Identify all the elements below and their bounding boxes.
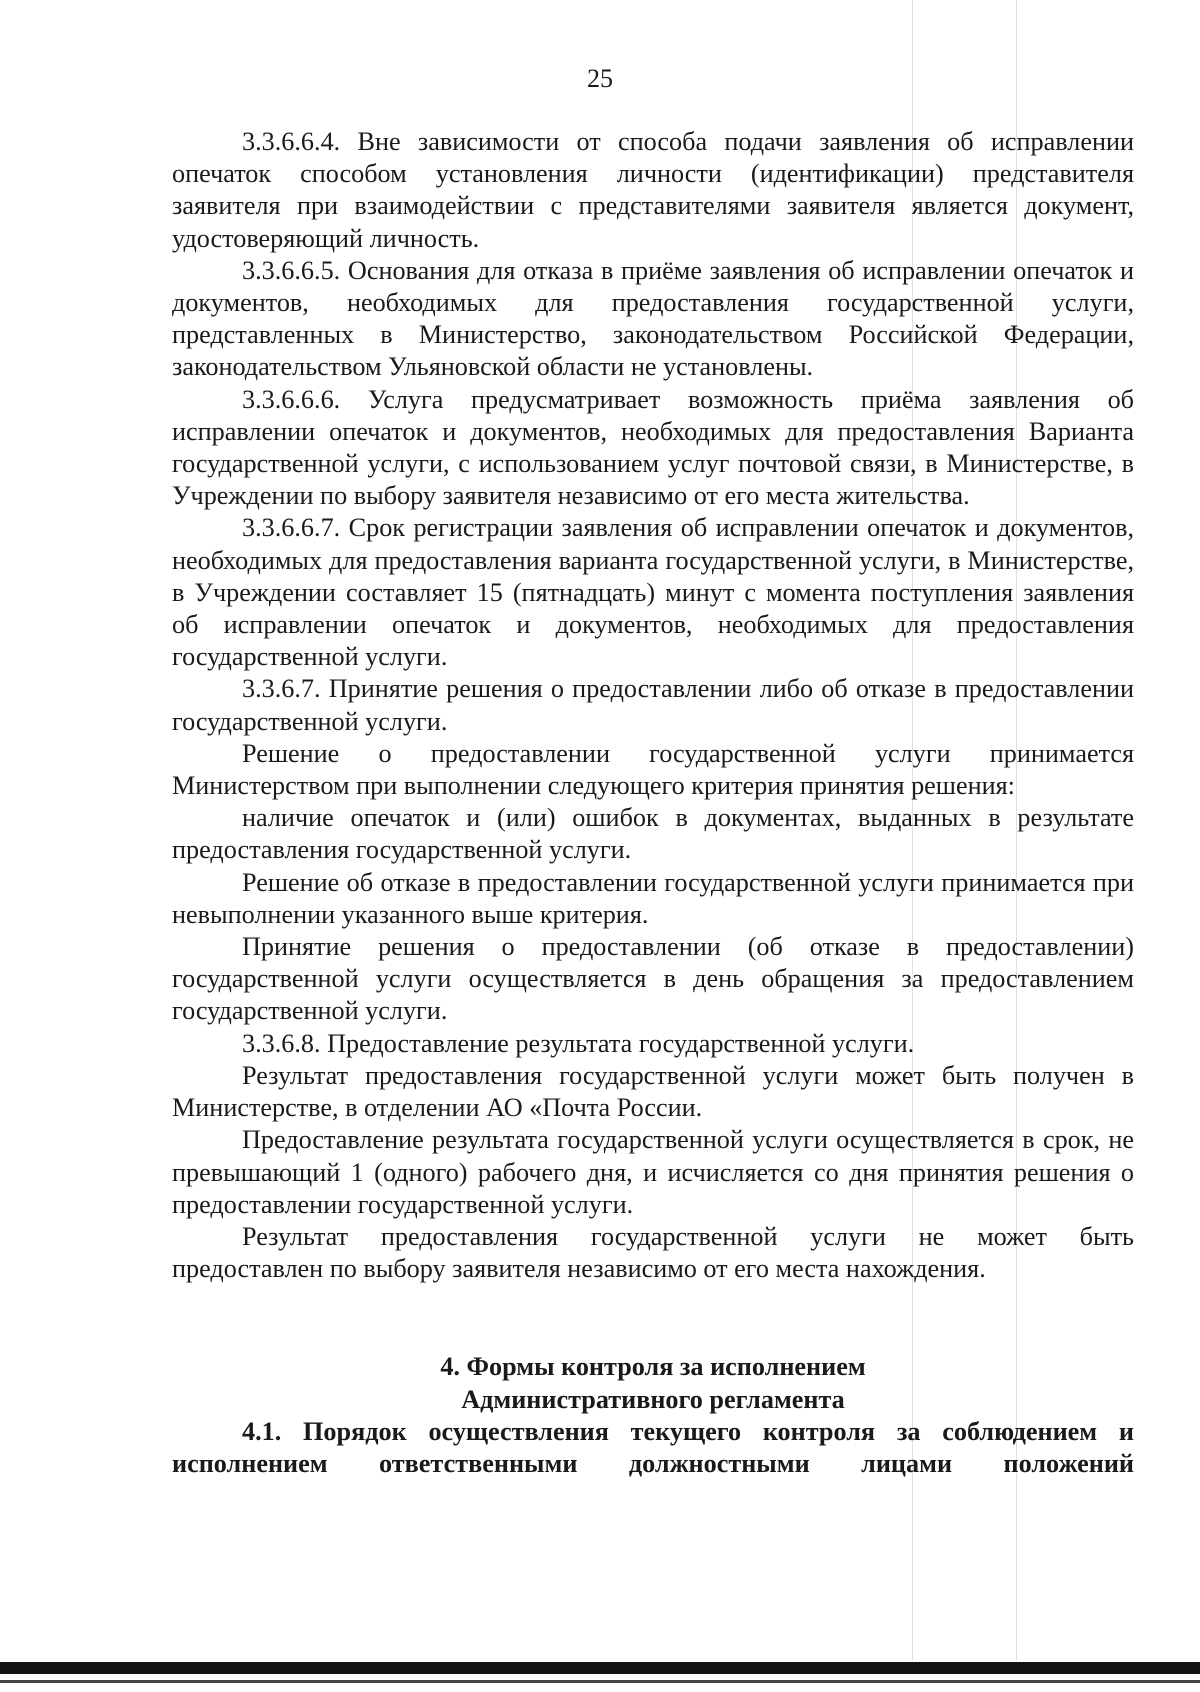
section-heading-line: Административного регламента — [461, 1384, 845, 1414]
paragraph: Решение о предоставлении государственной услуги принимается Министерством при выполнении следующего критерия принятия решения: — [172, 738, 1134, 801]
paragraph: 3.3.6.6.6. Услуга предусматривает возможность приёма заявления об исправлении опечаток и документов, необходимых для предоставления Варианта государственной услуги, с использованием услуг почтовой связи, в Министерстве, в Учреждении по выбору заявителя независимо от его места жительства. — [172, 384, 1134, 511]
scan-bottom-edge — [0, 1680, 1200, 1683]
paragraph: Результат предоставления государственной услуги может быть получен в Министерстве, в отделении АО «Почта России. — [172, 1060, 1134, 1123]
section-heading — [172, 1351, 1134, 1415]
page-number: 25 — [587, 64, 613, 93]
paragraph: Принятие решения о предоставлении (об отказе в предоставлении) государственной услуги осуществляется в день обращения за предоставлением государственной услуги. — [172, 932, 1134, 1026]
paragraph: 3.3.6.8. Предоставление результата государственной услуги. — [242, 1028, 915, 1058]
paragraph: Решение об отказе в предоставлении государственной услуги принимается при невыполнении указанного выше критерия. — [172, 867, 1134, 929]
section-heading-line: 4. Формы контроля за исполнением — [440, 1352, 866, 1382]
paragraph: 3.3.6.6.7. Срок регистрации заявления об исправлении опечаток и документов, необходимых для предоставления варианта государственной услуги, в Министерстве, в Учреждении составляет 15 (пятнадцать) минут с момента поступления заявления об исправлении опечаток и документов, необходимых для предоставления государственной услуги. — [172, 513, 1134, 672]
subsection-heading: 4.1. Порядок осуществления текущего контроля за соблюдением и исполнением ответственными должностными лицами положений — [172, 1416, 1134, 1478]
paragraph: 3.3.6.6.5. Основания для отказа в приёме заявления об исправлении опечаток и документов, необходимых для предоставления государственной услуги, представленных в Министерство, законодательством Российской Федерации, законодательством Ульяновской области не установлены. — [172, 255, 1134, 382]
paragraph: 3.3.6.6.4. Вне зависимости от способа подачи заявления об исправлении опечаток способом установления личности (идентификации) представителя заявителя при взаимодействии с представителями заявителя является документ, удостоверяющий личность. — [172, 127, 1134, 253]
document-body — [172, 126, 1134, 1480]
paragraph: наличие опечаток и (или) ошибок в документах, выданных в результате предоставления государственной услуги. — [172, 803, 1134, 865]
scan-bottom-edge — [0, 1662, 1200, 1674]
paragraph: Предоставление результата государственной услуги осуществляется в срок, не превышающий 1 (одного) рабочего дня, и исчисляется со дня принятия решения о предоставлении государственной услуги. — [172, 1125, 1134, 1219]
paragraph: Результат предоставления государственной услуги не может быть предоставлен по выбору заявителя независимо от его места нахождения. — [172, 1221, 1134, 1284]
paragraph: 3.3.6.7. Принятие решения о предоставлении либо об отказе в предоставлении государственной услуги. — [172, 674, 1134, 736]
